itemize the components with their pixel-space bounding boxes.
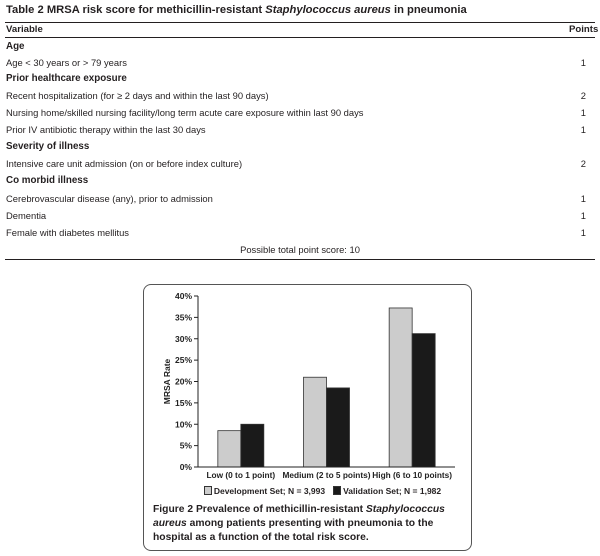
section-title: Co morbid illness — [6, 175, 89, 186]
row-points: 2 — [580, 158, 586, 169]
row-label: Age < 30 years or > 79 years — [6, 57, 127, 68]
section-title: Severity of illness — [6, 141, 90, 152]
bar-development — [218, 431, 241, 467]
row-label: Recent hospitalization (for ≥ 2 days and within the last 90 days) — [6, 90, 269, 101]
row-label: Cerebrovascular disease (any), prior to admission — [6, 193, 213, 204]
legend-swatch-validation — [333, 486, 341, 495]
section-title: Prior healthcare exposure — [6, 73, 127, 84]
y-tick-label: 20% — [174, 376, 192, 387]
y-tick-label: 30% — [174, 333, 192, 344]
bar-validation — [327, 388, 350, 467]
section-title: Age — [6, 41, 25, 52]
row-label: Intensive care unit admission (on or before index culture) — [6, 158, 243, 169]
figure-caption-italic: Staphylococcus aureus — [153, 504, 445, 530]
chart-legend — [200, 485, 445, 497]
figure-caption-label: Figure 2 — [153, 504, 194, 515]
row-points: 1 — [580, 124, 586, 135]
col-header-points: Points — [569, 24, 599, 35]
row-points: 1 — [580, 107, 586, 118]
row-points: 1 — [580, 57, 586, 68]
legend-item-validation — [333, 486, 441, 496]
y-tick-label: 10% — [174, 419, 192, 430]
table-caption-italic: Staphylococcus aureus — [265, 4, 391, 16]
legend-item-development — [204, 486, 325, 496]
x-category-label: Medium (2 to 5 points) — [282, 470, 371, 480]
bar-validation — [241, 424, 264, 467]
table-caption-text-end: in pneumonia — [393, 4, 467, 16]
row-points: 1 — [580, 227, 586, 238]
row-label: Nursing home/skilled nursing facility/long term acute care exposure within last 90 days — [6, 107, 364, 118]
row-label: Dementia — [6, 210, 47, 221]
y-axis-title: MRSA Rate — [162, 358, 172, 405]
y-tick-label: 40% — [174, 291, 192, 301]
table-caption-text: MRSA risk score for methicillin-resistant — [46, 4, 263, 16]
bar-development — [304, 377, 327, 467]
table-caption-label: Table 2 — [6, 4, 44, 16]
y-tick-label: 0% — [179, 462, 192, 472]
figure-caption-text-end: among patients presenting with pneumonia to the hospital as a function of the total risk score. — [153, 518, 434, 544]
row-points: 1 — [580, 193, 586, 204]
x-category-label: High (6 to 10 points) — [372, 470, 453, 480]
legend-label-development: Development Set; N = 3,993 — [213, 486, 326, 496]
y-tick-label: 35% — [174, 312, 192, 323]
y-tick-label: 5% — [179, 440, 192, 451]
bar-validation — [412, 334, 435, 467]
row-label: Female with diabetes mellitus — [6, 227, 129, 238]
legend-label-validation: Validation Set; N = 1,982 — [343, 486, 442, 496]
row-label: Prior IV antibiotic therapy within the last 30 days — [6, 124, 206, 135]
y-tick-label: 25% — [174, 355, 192, 366]
figure-caption-text: Prevalence of methicillin-resistant — [195, 504, 364, 515]
x-category-label: Low (0 to 1 point) — [206, 470, 276, 480]
figure-caption — [153, 503, 468, 546]
row-points: 1 — [580, 210, 586, 221]
bar-development — [389, 308, 412, 467]
col-header-variable: Variable — [6, 24, 43, 35]
y-tick-label: 15% — [174, 397, 192, 408]
total-score-note: Possible total point score: 10 — [240, 244, 360, 255]
row-points: 2 — [580, 90, 586, 101]
legend-swatch-development — [204, 486, 212, 495]
